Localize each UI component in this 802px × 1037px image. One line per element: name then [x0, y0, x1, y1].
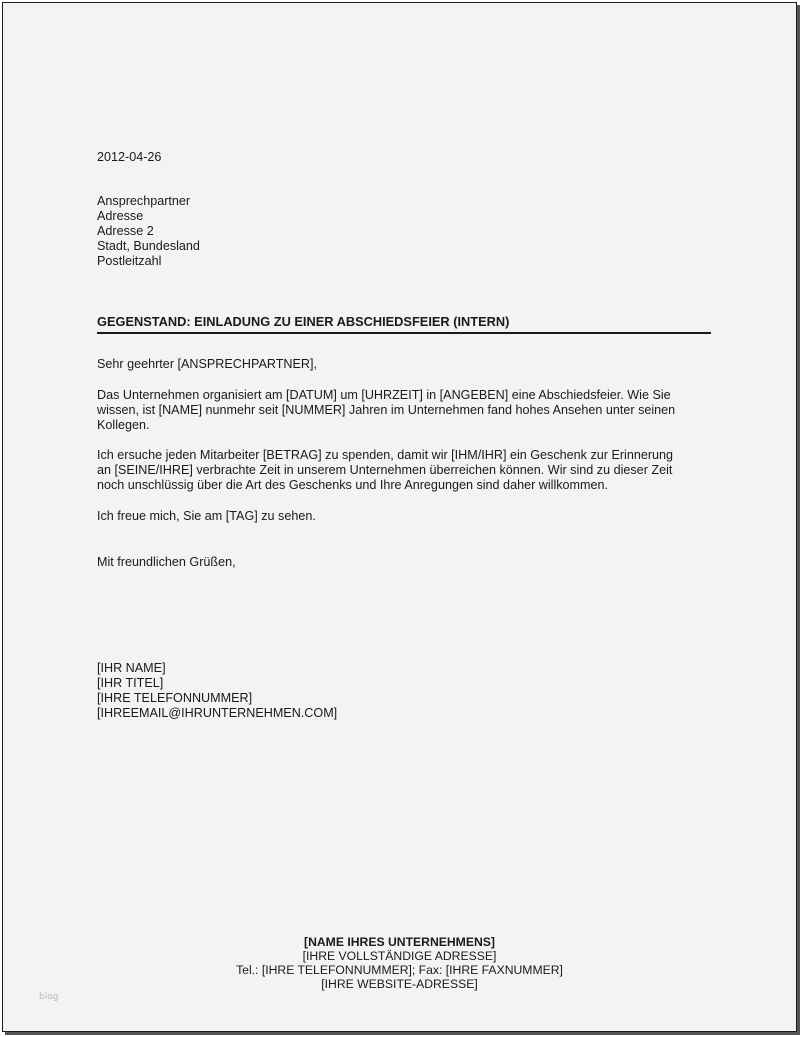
signature-name: [IHR NAME] [97, 661, 166, 675]
body-paragraph-2 [97, 448, 673, 493]
footer-contact: Tel.: [IHRE TELEFONNUMMER]; Fax: [IHRE FAXNUMMER] [236, 963, 563, 977]
paragraph-line: Ich freue mich, Sie am [TAG] zu sehen. [97, 509, 316, 523]
paragraph-line: an [SEINE/IHRE] verbrachte Zeit in unserem Unternehmen überreichen können. Wir sind zu dieser Zeit [97, 463, 673, 477]
recipient-contact: Ansprechpartner [97, 194, 191, 208]
recipient-postal-code: Postleitzahl [97, 254, 162, 268]
footer-company-name: [NAME IHRES UNTERNEHMENS] [304, 935, 495, 949]
paragraph-line: Ich ersuche jeden Mitarbeiter [BETRAG] zu spenden, damit wir [IHM/IHR] ein Geschenk zur Erinnerung [97, 448, 674, 462]
recipient-address [97, 194, 200, 269]
body-paragraph-1 [97, 388, 675, 433]
closing-text: Mit freundlichen Grüßen, [97, 555, 236, 569]
footer-website: [IHRE WEBSITE-ADRESSE] [321, 977, 478, 991]
paragraph-line: noch unschlüssig über die Art des Geschenks und Ihre Anregungen sind daher willkommen. [97, 478, 609, 492]
recipient-address-line2: Adresse 2 [97, 224, 154, 238]
recipient-city-state: Stadt, Bundesland [97, 239, 200, 253]
letter-footer [3, 935, 796, 991]
letter-page [2, 2, 797, 1032]
subject-line [97, 314, 509, 329]
watermark: blog [39, 992, 59, 1002]
body-paragraph-3 [97, 509, 316, 524]
paragraph-line: Das Unternehmen organisiert am [DATUM] um [UHRZEIT] in [ANGEBEN] eine Abschiedsfeier. Wie Sie [97, 388, 671, 402]
recipient-address-line1: Adresse [97, 209, 144, 223]
salutation-text: Sehr geehrter [ANSPRECHPARTNER], [97, 357, 317, 371]
signature-email: [IHREEMAIL@IHRUNTERNEHMEN.COM] [97, 706, 338, 720]
signature-phone: [IHRE TELEFONNUMMER] [97, 691, 253, 705]
subject-divider [97, 332, 711, 334]
subject-text: GEGENSTAND: EINLADUNG ZU EINER ABSCHIEDSFEIER (INTERN) [97, 314, 510, 329]
footer-address: [IHRE VOLLSTÄNDIGE ADRESSE] [302, 949, 497, 963]
letter-date [97, 150, 161, 165]
paragraph-line: Kollegen. [97, 418, 150, 432]
signature-block [97, 661, 337, 721]
date-text: 2012-04-26 [97, 150, 162, 164]
salutation [97, 357, 317, 372]
paragraph-line: wissen, ist [NAME] nunmehr seit [NUMMER] Jahren im Unternehmen fand hohes Ansehen unter seinen [97, 403, 676, 417]
closing [97, 555, 236, 570]
signature-title: [IHR TITEL] [97, 676, 164, 690]
